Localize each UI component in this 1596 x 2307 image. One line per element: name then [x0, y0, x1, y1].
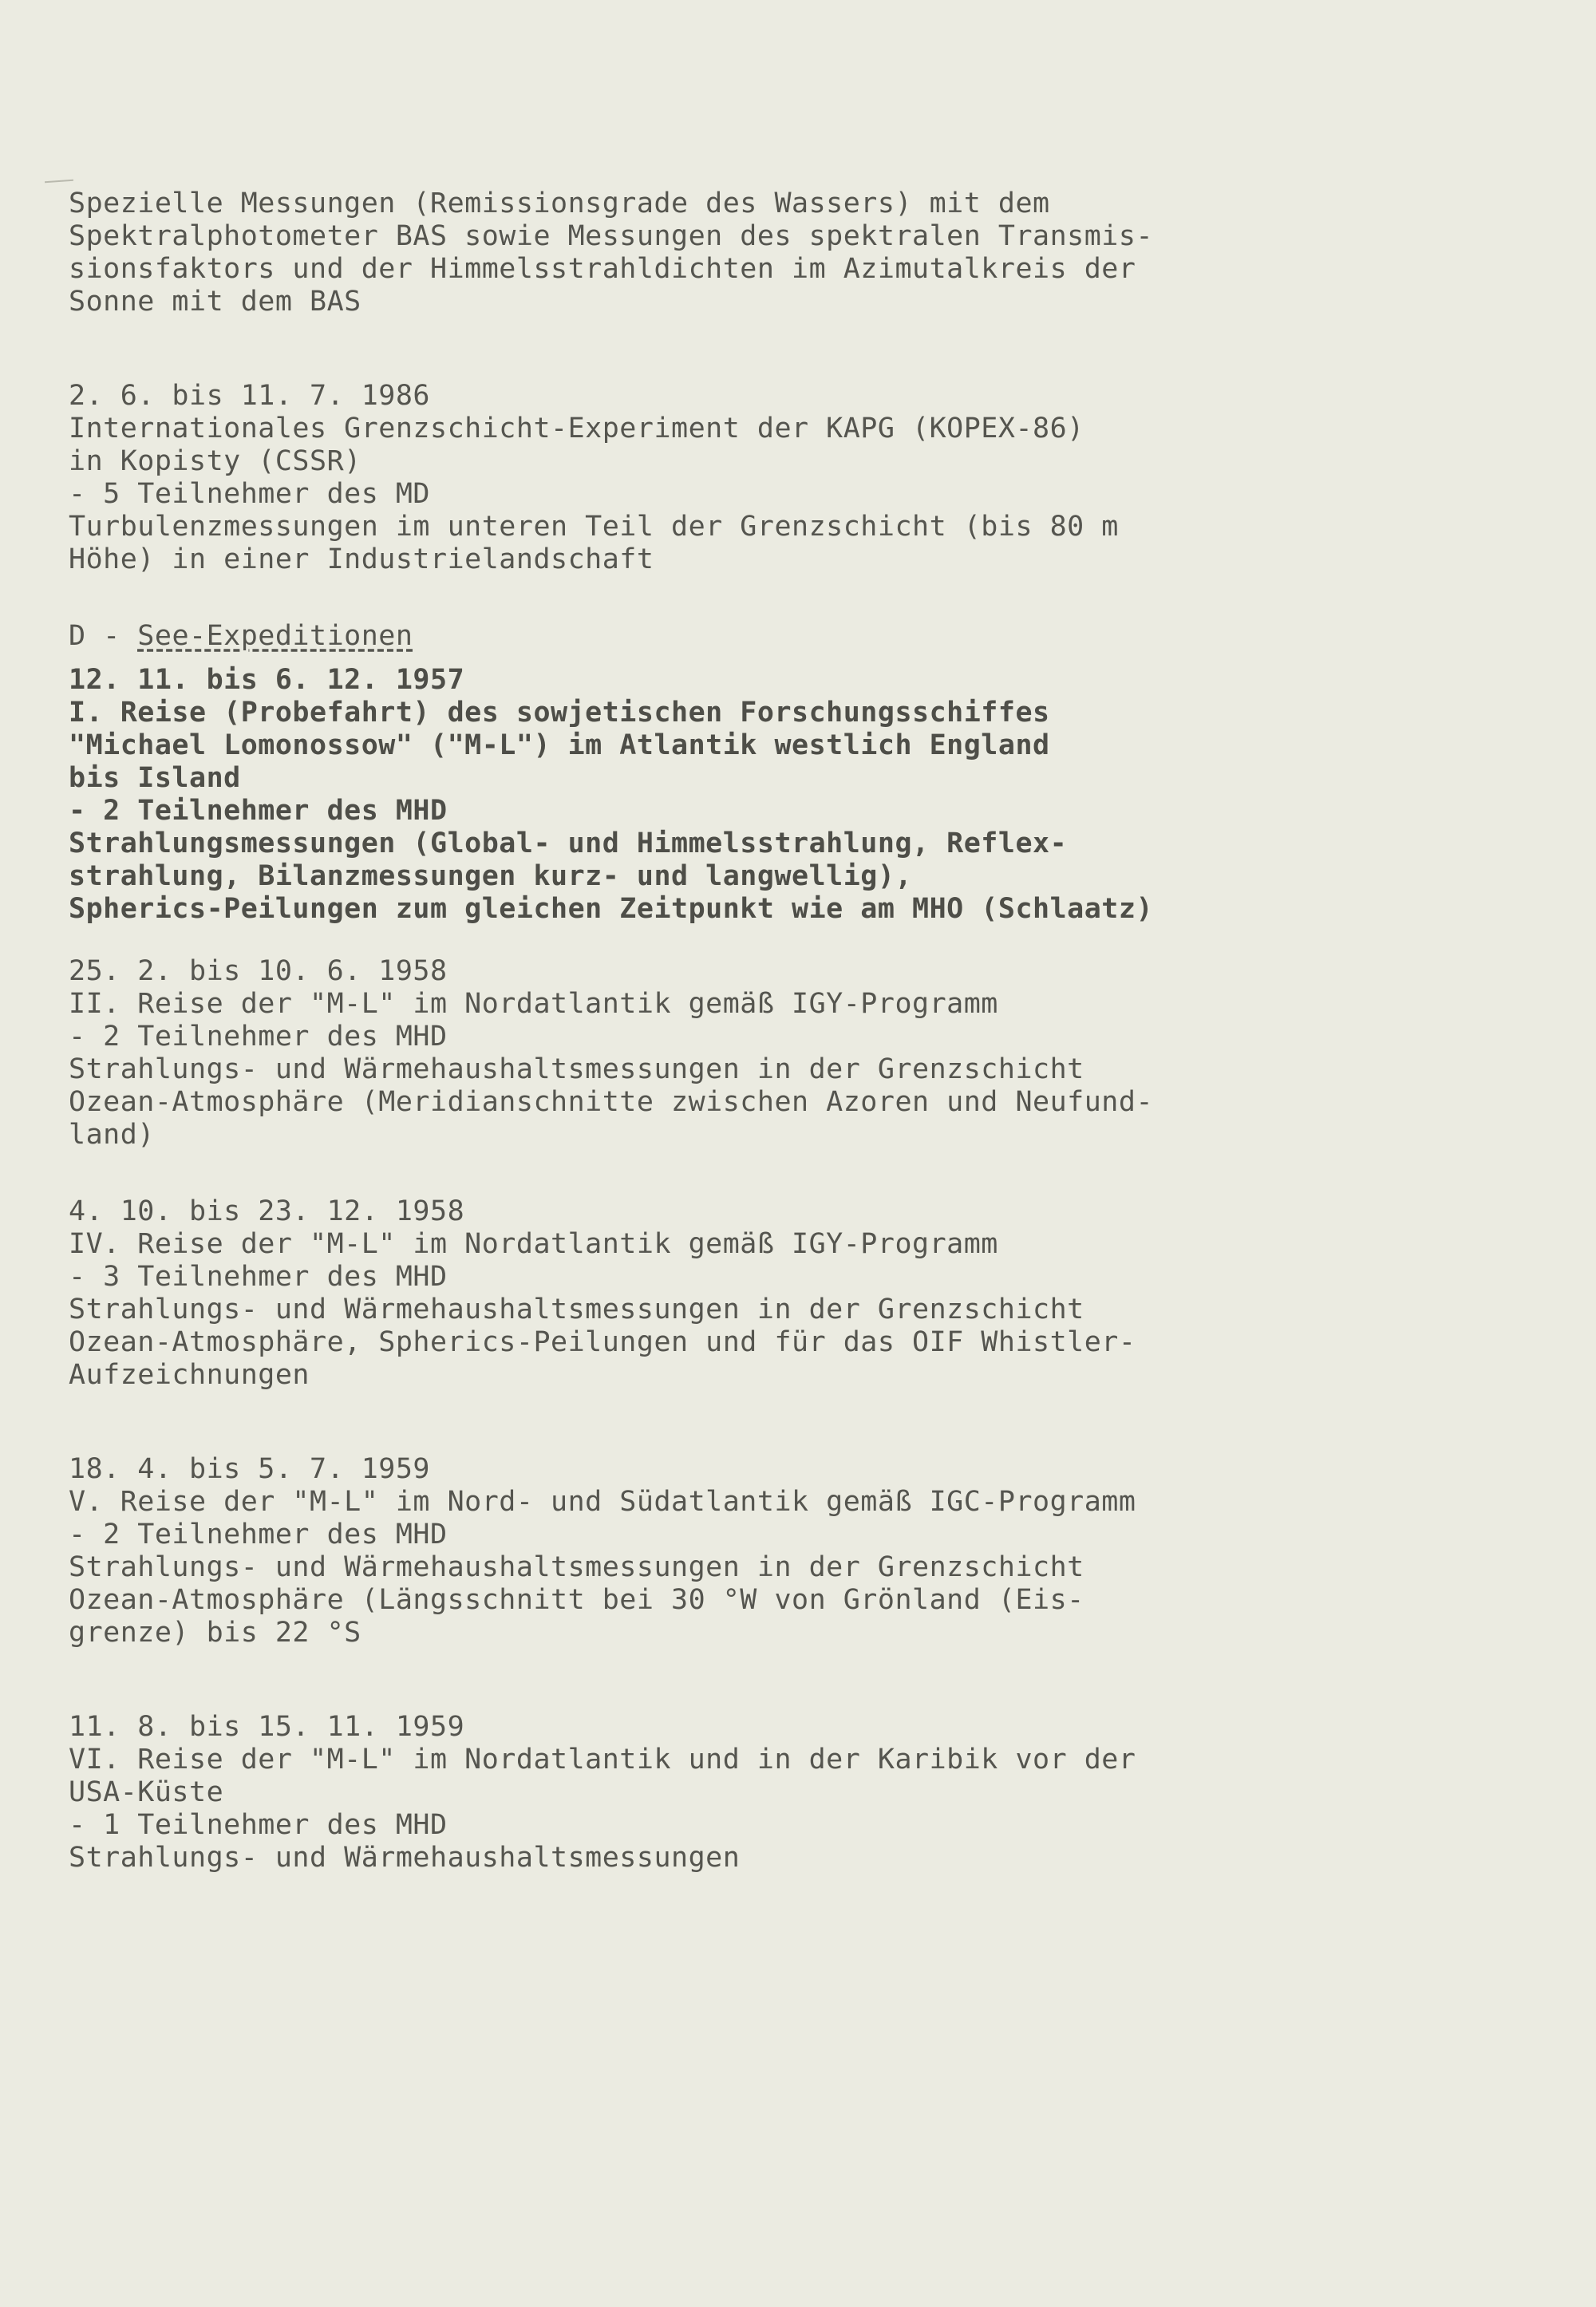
- section-prefix: D -: [69, 620, 138, 652]
- entry-line: Aufzeichnungen: [69, 1359, 310, 1391]
- entry-line: grenze) bis 22 °S: [69, 1617, 361, 1649]
- entry-date: 11. 8. bis 15. 11. 1959: [69, 1711, 465, 1743]
- entry-line: Ozean-Atmosphäre (Längsschnitt bei 30 °W von Grönland (Eis-: [69, 1584, 1084, 1616]
- entry-line: II. Reise der "M-L" im Nordatlantik gemäß IGY-Programm: [69, 988, 998, 1020]
- intro-line: Spezielle Messungen (Remissionsgrade des Wassers) mit dem: [69, 188, 1050, 219]
- entry-title-line: in Kopisty (CSSR): [69, 445, 361, 477]
- entry-line: Ozean-Atmosphäre (Meridianschnitte zwischen Azoren und Neufund-: [69, 1086, 1154, 1118]
- intro-paragraph: [69, 188, 1521, 318]
- entry-line: - 3 Teilnehmer des MHD: [69, 1261, 448, 1293]
- entry-line: Strahlungs- und Wärmehaushaltsmessungen: [69, 1842, 741, 1874]
- entry-line: Spherics-Peilungen zum gleichen Zeitpunkt wie am MHO (Schlaatz): [69, 893, 1154, 925]
- entry-date: 2. 6. bis 11. 7. 1986: [69, 380, 431, 412]
- intro-line: Sonne mit dem BAS: [69, 286, 361, 318]
- entry-line: Strahlungs- und Wärmehaushaltsmessungen in der Grenzschicht: [69, 1551, 1084, 1583]
- entry-line: "Michael Lomonossow" ("M-L") im Atlantik westlich England: [69, 729, 1050, 761]
- expedition-entry: [69, 664, 1521, 926]
- entry-line: - 2 Teilnehmer des MHD: [69, 1519, 448, 1551]
- entry-line: V. Reise der "M-L" im Nord- und Südatlantik gemäß IGC-Programm: [69, 1486, 1136, 1518]
- entry-line: Strahlungsmessungen (Global- und Himmelsstrahlung, Reflex-: [69, 828, 1068, 859]
- entry-participants: - 5 Teilnehmer des MD: [69, 478, 431, 510]
- intro-line: Spektralphotometer BAS sowie Messungen des spektralen Transmis-: [69, 220, 1154, 252]
- entry-line: Strahlungs- und Wärmehaushaltsmessungen in der Grenzschicht: [69, 1294, 1084, 1325]
- entry-line: bis Island: [69, 762, 241, 794]
- section-heading: [69, 620, 1521, 653]
- section-title: See-Expeditionen: [137, 620, 413, 652]
- document-body: [69, 188, 1521, 1874]
- entry-line: strahlung, Bilanzmessungen kurz- und langwellig),: [69, 860, 913, 892]
- entry-desc-line: Turbulenzmessungen im unteren Teil der Grenzschicht (bis 80 m: [69, 511, 1119, 543]
- expedition-entry: [69, 1453, 1521, 1649]
- intro-line: sionsfaktors und der Himmelsstrahldichten im Azimutalkreis der: [69, 253, 1136, 285]
- entry-line: IV. Reise der "M-L" im Nordatlantik gemäß IGY-Programm: [69, 1228, 998, 1260]
- entry-line: - 1 Teilnehmer des MHD: [69, 1809, 448, 1841]
- entry-line: - 2 Teilnehmer des MHD: [69, 1021, 448, 1053]
- kopex-entry: [69, 380, 1521, 576]
- corner-pen-mark: [45, 180, 73, 184]
- entry-date: 4. 10. bis 23. 12. 1958: [69, 1195, 465, 1227]
- entry-line: - 2 Teilnehmer des MHD: [69, 795, 448, 827]
- entry-line: Ozean-Atmosphäre, Spherics-Peilungen und für das OIF Whistler-: [69, 1326, 1136, 1358]
- entry-title-line: Internationales Grenzschicht-Experiment der KAPG (KOPEX-86): [69, 413, 1084, 444]
- expedition-entry: [69, 1711, 1521, 1874]
- entry-desc-line: Höhe) in einer Industrielandschaft: [69, 543, 654, 575]
- expedition-entry: [69, 1195, 1521, 1392]
- entry-line: Strahlungs- und Wärmehaushaltsmessungen in der Grenzschicht: [69, 1053, 1084, 1085]
- entry-date: 25. 2. bis 10. 6. 1958: [69, 955, 448, 987]
- entry-line: I. Reise (Probefahrt) des sowjetischen Forschungsschiffes: [69, 697, 1050, 729]
- entry-line: USA-Küste: [69, 1776, 224, 1808]
- entry-line: land): [69, 1119, 155, 1151]
- entry-date: 12. 11. bis 6. 12. 1957: [69, 664, 465, 696]
- expedition-entry: [69, 955, 1521, 1152]
- entry-date: 18. 4. bis 5. 7. 1959: [69, 1453, 431, 1485]
- entry-line: VI. Reise der "M-L" im Nordatlantik und in der Karibik vor der: [69, 1744, 1136, 1776]
